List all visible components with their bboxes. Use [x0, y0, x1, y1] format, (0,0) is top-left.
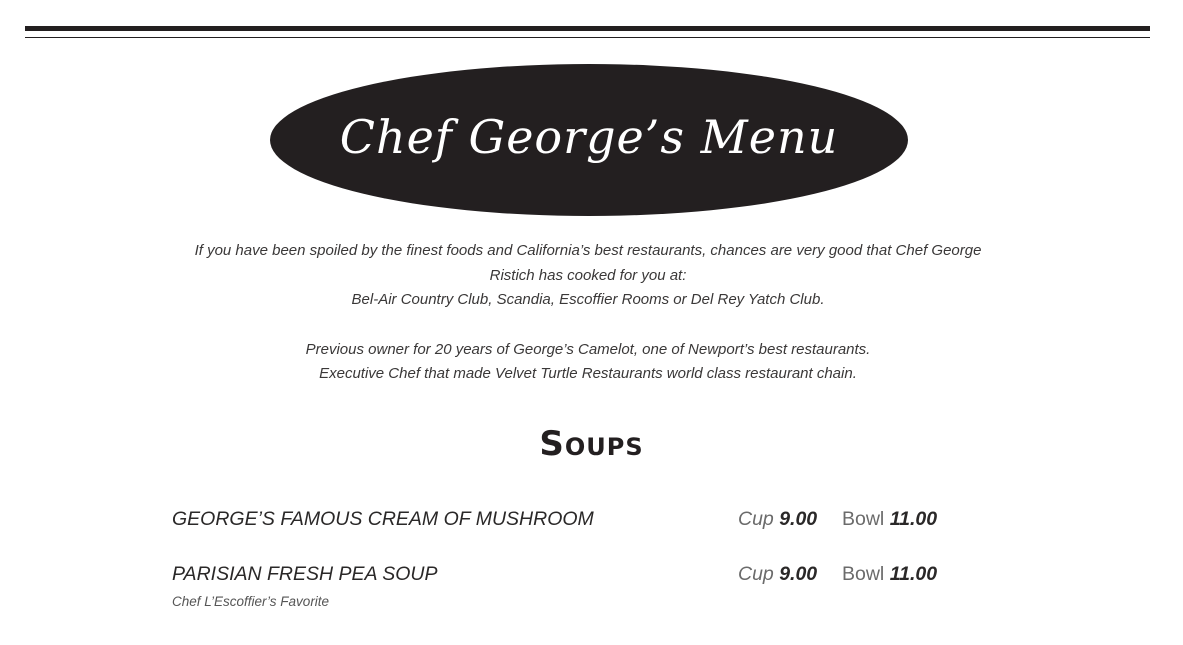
bowl-price: 11.00 — [889, 563, 938, 585]
cup-price-group — [738, 508, 817, 531]
menu-item-name: GEORGE’S FAMOUS CREAM OF MUSHROOM — [172, 508, 594, 530]
bowl-price-group — [842, 563, 937, 586]
intro-line: Bel-Air Country Club, Scandia, Escoffier Rooms or Del Rey Yatch Club. — [351, 291, 825, 308]
bowl-price-group — [842, 508, 937, 531]
cup-price: 9.00 — [779, 508, 818, 530]
intro-line: Previous owner for 20 years of George’s Camelot, one of Newport’s best restaurants. — [305, 340, 871, 358]
intro-line: Executive Chef that made Velvet Turtle Restaurants world class restaurant chain. — [319, 365, 857, 382]
intro-line: Ristich has cooked for you at: — [489, 266, 687, 284]
bowl-label: Bowl — [842, 508, 885, 530]
title-oval — [270, 64, 908, 216]
cup-price: 9.00 — [779, 563, 818, 585]
cup-label: Cup — [738, 508, 774, 530]
intro-line: If you have been spoiled by the finest foods and California’s best restaurants, chances are very good that Chef George — [194, 242, 982, 259]
cup-label: Cup — [738, 563, 774, 585]
menu-title: Chef George’s Menu — [339, 110, 839, 164]
bowl-label: Bowl — [842, 563, 885, 585]
menu-item-subtitle: Chef L’Escoffier’s Favorite — [172, 594, 330, 609]
section-title-soups: Soups — [539, 424, 644, 464]
bowl-price: 11.00 — [889, 508, 938, 530]
cup-price-group — [738, 563, 817, 586]
chef-intro — [150, 239, 1026, 387]
top-rule-thin — [25, 37, 1150, 38]
menu-item-name: PARISIAN FRESH PEA SOUP — [172, 563, 438, 585]
top-rule-thick — [25, 26, 1150, 31]
